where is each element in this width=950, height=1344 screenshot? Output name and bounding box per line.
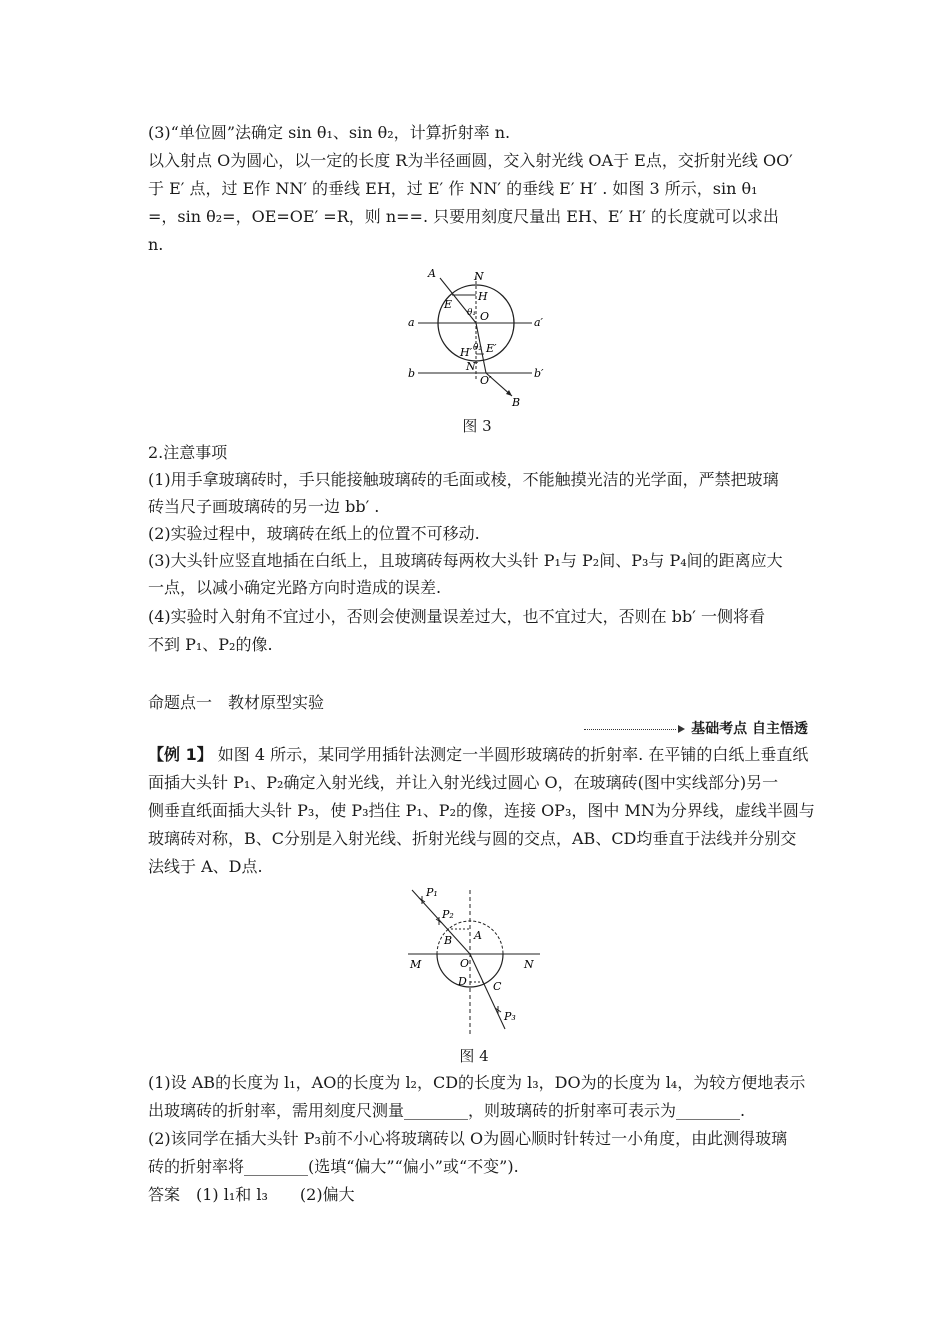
dotted-rule [584, 729, 676, 730]
figure-4-diagram [400, 884, 550, 1044]
label-E: E [444, 298, 453, 311]
label-N: N [474, 270, 484, 283]
label-D: D [458, 975, 467, 988]
paragraph-line: 以入射点 O为圆心，以一定的长度 R为半径画圆，交入射光线 OA于 E点，交折射光线 OO′ [148, 151, 793, 170]
notes-heading: 2.注意事项 [148, 443, 228, 462]
label-O-prime: O′ [480, 374, 492, 387]
paragraph-line: (4)实验时入射角不宜过小，否则会使测量误差过大，也不宜过大，否则在 bb′ 一侧将看 [148, 607, 765, 626]
label-H-prime: H′ [460, 346, 473, 359]
question-line: (2)该同学在插大头针 P₃前不小心将玻璃砖以 O为圆心顺时针转过一小角度，由此测得玻璃 [148, 1129, 788, 1148]
paragraph-line: 侧垂直纸面插大头针 P₃，使 P₃挡住 P₁、P₂的像，连接 OP₃，图中 MN为分界线，虚线半圆与 [148, 801, 815, 820]
label-N: N [524, 958, 534, 971]
figure-3-diagram [400, 268, 560, 410]
answer-line: 答案 (1) l₁和 l₃ (2)偏大 [148, 1185, 355, 1204]
label-P2: P₂ [442, 908, 454, 921]
question-line: 出玻璃砖的折射率，需用刻度尺测量________，则玻璃砖的折射率可表示为________. [148, 1101, 746, 1120]
paragraph-line: 砖当尺子画玻璃砖的另一边 bb′ . [148, 497, 380, 516]
section-tag [584, 718, 808, 738]
figure-3-caption: 图 3 [462, 417, 492, 435]
label-B: B [512, 396, 521, 409]
label-C: C [493, 980, 502, 993]
paragraph-line: 一点，以减小确定光路方向时造成的误差. [148, 578, 442, 597]
paragraph-line: 法线于 A、D点. [148, 857, 263, 876]
section-tag-text: 基础考点 自主悟透 [691, 721, 808, 737]
label-N-prime: N′ [466, 360, 479, 373]
section-title: 命题点一 教材原型实验 [148, 693, 325, 712]
label-A: A [428, 268, 436, 280]
example-label: 【例 1】 [148, 745, 213, 764]
paragraph-line: 于 E′ 点，过 E作 NN′ 的垂线 EH，过 E′ 作 NN′ 的垂线 E′ H′ . 如图 3 所示，sin θ₁ [148, 179, 758, 198]
figure-4-caption: 图 4 [459, 1047, 489, 1065]
label-O: O [460, 957, 470, 970]
label-a-prime: a′ [534, 316, 544, 329]
label-theta2: θ₂ [473, 343, 483, 353]
label-B: B [444, 934, 453, 947]
paragraph-line: (1)用手拿玻璃砖时，手只能接触玻璃砖的毛面或棱，不能触摸光洁的光学面，严禁把玻璃 [148, 470, 779, 489]
paragraph-line: 不到 P₁、P₂的像. [148, 635, 273, 654]
label-P3: P₃ [504, 1010, 516, 1023]
label-O: O [480, 310, 490, 323]
label-E-prime: E′ [486, 342, 497, 355]
paragraph-line: (2)实验过程中，玻璃砖在纸上的位置不可移动. [148, 524, 480, 543]
label-a: a [408, 316, 415, 329]
label-M: M [410, 958, 422, 971]
paragraph-line: (3)大头针应竖直地插在白纸上，且玻璃砖每两枚大头针 P₁与 P₂间、P₃与 P₄间的距离应大 [148, 551, 783, 570]
label-P1: P₁ [426, 886, 438, 899]
arrow-right-icon [678, 725, 685, 733]
question-line: 砖的折射率将________(选填“偏大”“偏小”或“不变”). [148, 1157, 519, 1176]
label-theta1: θ₁ [467, 308, 477, 318]
paragraph-line: =，sin θ₂=，OE=OE′ =R，则 n==. 只要用刻度尺量出 EH、E′ H′ 的长度就可以求出 [148, 207, 779, 226]
label-b-prime: b′ [534, 367, 544, 380]
question-line: (1)设 AB的长度为 l₁，AO的长度为 l₂，CD的长度为 l₃，DO为的长度为 l₄，为较方便地表示 [148, 1073, 806, 1092]
label-b: b [408, 367, 416, 380]
paragraph-line: 面插大头针 P₁、P₂确定入射光线，并让入射光线过圆心 O，在玻璃砖(图中实线部分)另一 [148, 773, 779, 792]
paragraph-line: n. [148, 235, 164, 254]
example-line [148, 745, 808, 765]
paragraph-line: 玻璃砖对称，B、C分别是入射光线、折射光线与圆的交点，AB、CD均垂直于法线并分别交 [148, 829, 797, 848]
label-H: H [478, 290, 488, 303]
example-text: 如图 4 所示，某同学用插针法测定一半圆形玻璃砖的折射率. 在平铺的白纸上垂直纸 [212, 745, 809, 764]
method-heading: (3)“单位圆”法确定 sin θ₁、sin θ₂，计算折射率 n. [148, 123, 511, 142]
label-A: A [474, 929, 482, 942]
